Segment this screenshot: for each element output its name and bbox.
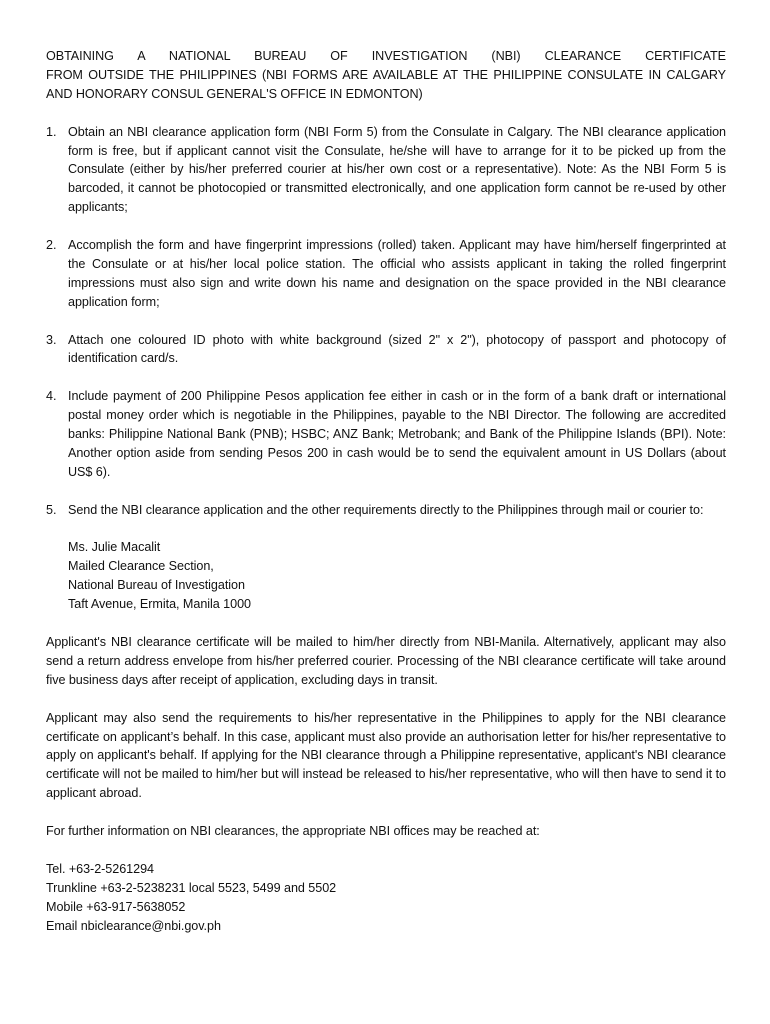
step-number: 1. bbox=[46, 124, 57, 139]
address-street: Taft Avenue, Ermita, Manila 1000 bbox=[68, 597, 251, 612]
step-text: Attach one coloured ID photo with white background (sized 2" x 2"), photocopy of passport and photocopy of identification card/s. bbox=[68, 332, 726, 366]
contact-details bbox=[46, 860, 726, 936]
document-page bbox=[46, 47, 726, 935]
step-item-1 bbox=[46, 123, 726, 218]
title-line-1: OBTAINING A NATIONAL BUREAU OF INVESTIGATION (NBI) CLEARANCE CERTIFICATE bbox=[46, 49, 726, 63]
contact-mobile: Mobile +63-917-5638052 bbox=[46, 899, 186, 914]
step-number: 4. bbox=[46, 389, 57, 404]
step-item-3 bbox=[46, 331, 726, 369]
title-line-2: FROM OUTSIDE THE PHILIPPINES (NBI FORMS ARE AVAILABLE AT THE PHILIPPINE CONSULATE IN CALGARY bbox=[46, 67, 726, 82]
address-section: Mailed Clearance Section, bbox=[68, 559, 214, 574]
step-number: 5. bbox=[46, 502, 57, 517]
step-item-5 bbox=[46, 501, 726, 614]
step-text: Obtain an NBI clearance application form (NBI Form 5) from the Consulate in Calgary. The NBI clearance application form is free, but if applicant cannot visit the Consulate, he/she will have to arrange for it to be picked up from the Consulate (either by his/her preferred courier at his/her own cost or a representative). Note: As the NBI Form 5 is barcoded, it cannot be photocopied or transmitted electronically, and one application form cannot be re-used by other applicants; bbox=[68, 124, 726, 215]
representative-paragraph: Applicant may also send the requirements to his/her representative in the Philippines to apply for the NBI clearance certificate on applicant’s behalf. In this case, applicant must also provide an authorisation letter for his/her representative to apply on applicant's behalf. If applying for the NBI clearance through a Philippine representative, applicant's NBI clearance certificate will not be mailed to him/her but will instead be released to his/her representative, who will then have to send it to applicant abroad. bbox=[46, 710, 726, 801]
contact-trunkline: Trunkline +63-2-5238231 local 5523, 5499 and 5502 bbox=[46, 880, 337, 895]
step-number: 3. bbox=[46, 332, 57, 347]
step-text: Accomplish the form and have fingerprint impressions (rolled) taken. Applicant may have him/herself fingerprinted at the Consulate or at his/her local police station. The official who assists applicant in taking the rolled fingerprint impressions must also sign and write down his name and designation on the space provided in the NBI clearance application form; bbox=[68, 238, 726, 309]
step-number: 2. bbox=[46, 238, 57, 253]
step-text: Send the NBI clearance application and the other requirements directly to the Philippines through mail or courier to: bbox=[68, 502, 704, 517]
steps-list bbox=[46, 123, 726, 614]
contact-intro-paragraph: For further information on NBI clearances, the appropriate NBI offices may be reached at: bbox=[46, 824, 540, 839]
contact-email: Email nbiclearance@nbi.gov.ph bbox=[46, 918, 221, 933]
step-text: Include payment of 200 Philippine Pesos application fee either in cash or in the form of a bank draft or international postal money order which is negotiable in the Philippines, payable to the NBI Director. The following are accredited banks: Philippine National Bank (PNB); HSBC; ANZ Bank; Metrobank; and Bank of the Philippine Islands (BPI). Note: Another option aside from sending Pesos 200 in cash would be to send the equivalent amount in US Dollars (about US$ 6). bbox=[68, 389, 726, 479]
title-line-3: AND HONORARY CONSUL GENERAL'S OFFICE IN EDMONTON) bbox=[46, 86, 423, 101]
step-item-4 bbox=[46, 387, 726, 482]
mailing-address bbox=[68, 538, 726, 614]
step-item-2 bbox=[46, 236, 726, 312]
document-title bbox=[46, 47, 726, 104]
contact-tel: Tel. +63-2-5261294 bbox=[46, 861, 154, 876]
address-agency: National Bureau of Investigation bbox=[68, 578, 245, 593]
mailing-info-paragraph: Applicant's NBI clearance certificate will be mailed to him/her directly from NBI-Manila. Alternatively, applicant may also send a return address envelope from his/her preferred courier. Processing of the NBI clearance certificate will take around five business days after receipt of application, excluding days in transit. bbox=[46, 634, 726, 687]
address-recipient: Ms. Julie Macalit bbox=[68, 540, 161, 555]
